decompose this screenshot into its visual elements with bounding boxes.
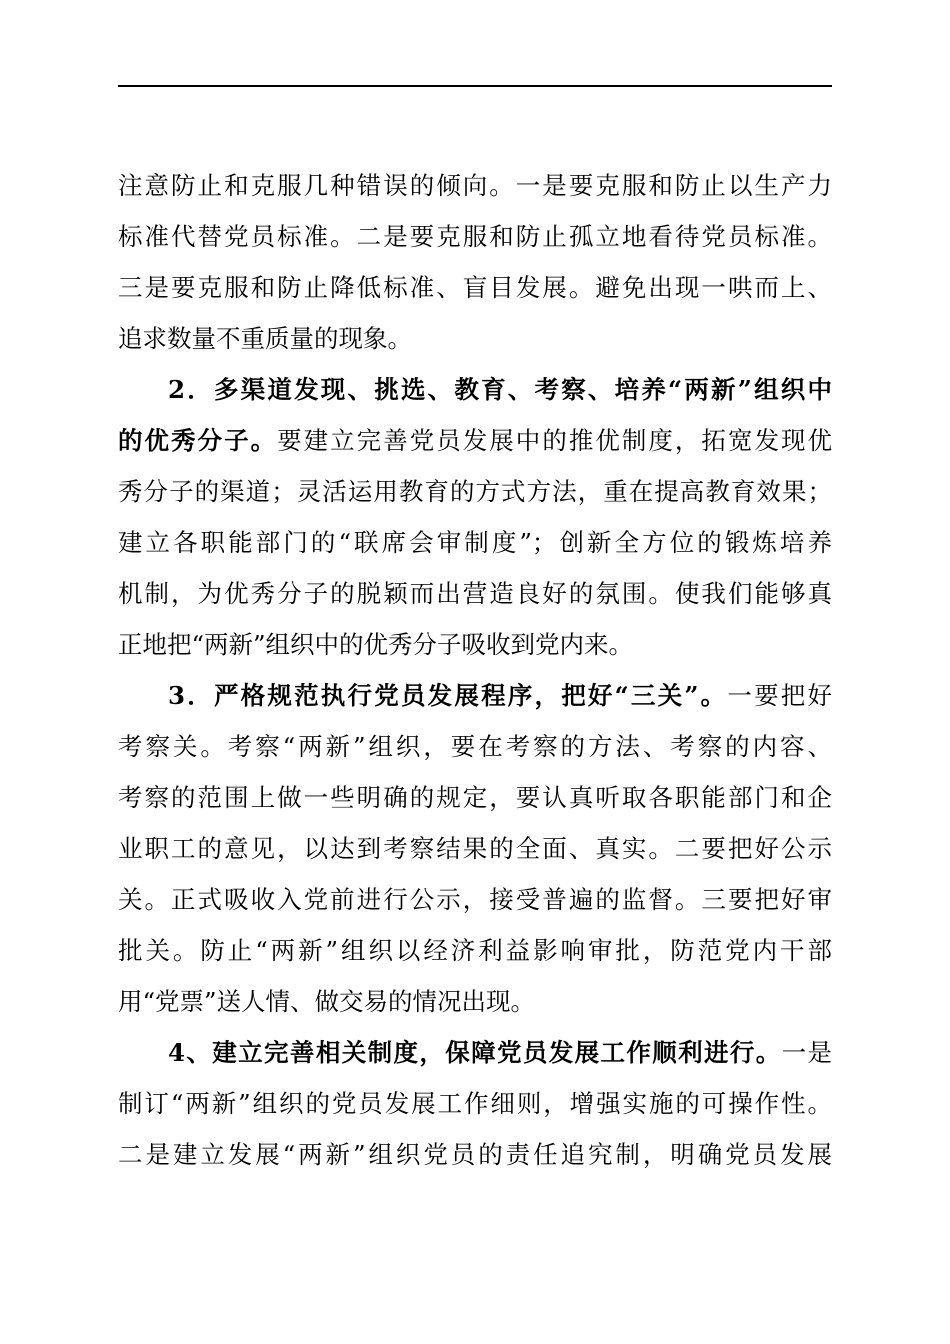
paragraph-line: 机制，为优秀分子的脱颖而出营造良好的氛围。使我们能够真 <box>118 579 832 608</box>
paragraph-line: 考察关。考察“两新”组织，要在考察的方法、考察的内容、 <box>118 732 832 761</box>
paragraph-line: 批关。防止“两新”组织以经济利益影响审批，防范党内干部 <box>118 936 832 965</box>
paragraph-line: 追求数量不重质量的现象。 <box>118 324 412 353</box>
paragraph-line <box>118 670 832 721</box>
document-body <box>118 160 832 1180</box>
paragraph-line <box>118 1027 832 1078</box>
paragraph-line <box>118 415 832 466</box>
header-rule <box>118 85 832 87</box>
section-heading-4: 4、建立完善相关制度，保障党员发展工作顺利进行。 <box>168 1038 782 1067</box>
section-heading-2: 2．多渠道发现、挑选、教育、考察、培养“两新”组织中 <box>168 375 832 404</box>
section-heading-2-continued: 的优秀分子。 <box>118 426 278 455</box>
paragraph-text: 一是 <box>781 1038 833 1067</box>
paragraph-1 <box>118 160 832 364</box>
paragraph-text: 一要把好 <box>727 681 833 710</box>
paragraph-line: 秀分子的渠道；灵活运用教育的方式方法，重在提高教育效果； <box>118 477 832 506</box>
paragraph-line: 二是建立发展“两新”组织党员的责任追究制，明确党员发展 <box>118 1140 832 1169</box>
paragraph-line: 业职工的意见，以达到考察结果的全面、真实。二要把好公示 <box>118 834 832 863</box>
paragraph-line: 考察的范围上做一些明确的规定，要认真听取各职能部门和企 <box>118 783 832 812</box>
paragraph-line: 三是要克服和防止降低标准、盲目发展。避免出现一哄而上、 <box>118 273 832 302</box>
paragraph-line: 注意防止和克服几种错误的倾向。一是要克服和防止以生产力 <box>118 171 832 200</box>
paragraph-line: 关。正式吸收入党前进行公示，接受普遍的监督。三要把好审 <box>118 885 832 914</box>
section-heading-3: 3．严格规范执行党员发展程序，把好“三关”。 <box>168 681 728 710</box>
paragraph-3 <box>118 670 832 1027</box>
paragraph-text: 要建立完善党员发展中的推优制度，拓宽发现优 <box>277 426 833 455</box>
paragraph-2 <box>118 364 832 670</box>
paragraph-4 <box>118 1027 832 1180</box>
paragraph-line: 制订“两新”组织的党员发展工作细则，增强实施的可操作性。 <box>118 1089 832 1118</box>
paragraph-line: 正地把“两新”组织中的优秀分子吸收到党内来。 <box>118 630 634 659</box>
paragraph-line: 用“党票”送人情、做交易的情况出现。 <box>118 987 536 1016</box>
paragraph-line: 建立各职能部门的“联席会审制度”；创新全方位的锻炼培养 <box>118 528 832 557</box>
paragraph-line: 标准代替党员标准。二是要克服和防止孤立地看待党员标准。 <box>118 222 832 251</box>
